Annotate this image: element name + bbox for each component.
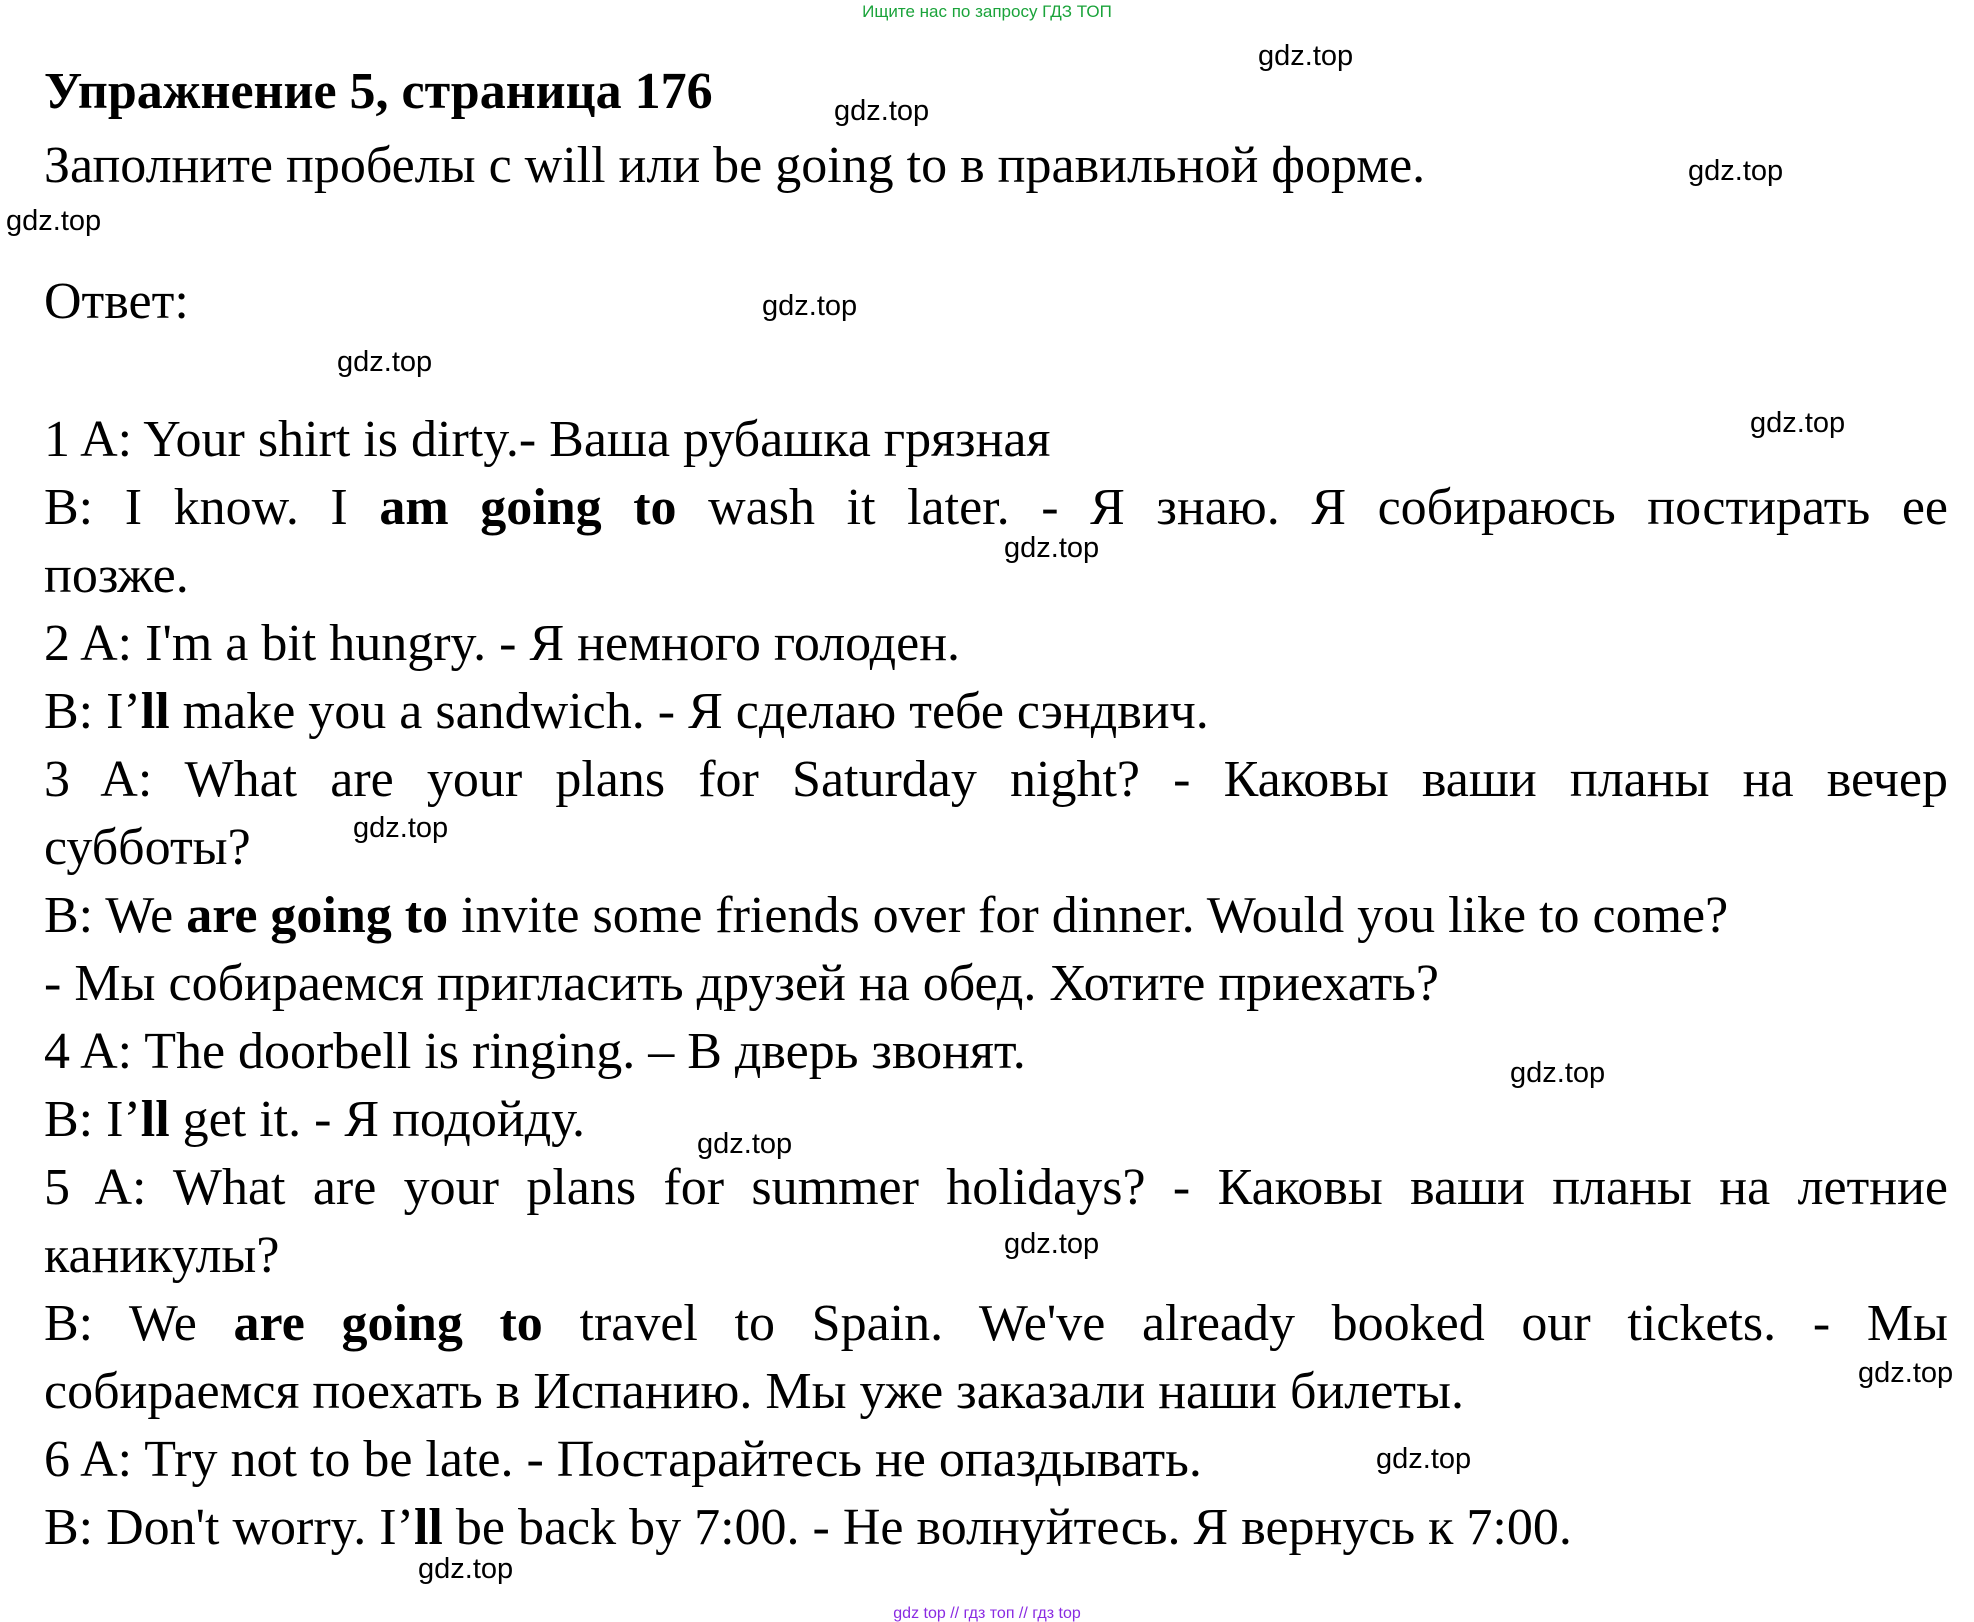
watermark: gdz.top bbox=[1258, 40, 1354, 72]
answer-line-15: собираемся поехать в Испанию. Мы уже заказали наши билеты. bbox=[44, 1363, 1464, 1420]
answer-line-2: B: I know. I am going to wash it later. - Я знаю. Я собираюсь постирать ее bbox=[44, 479, 1948, 536]
answer-line-9: - Мы собираемся пригласить друзей на обед. Хотите приехать? bbox=[44, 955, 1439, 1012]
answer-line-1: 1 A: Your shirt is dirty.- Ваша рубашка грязная bbox=[44, 411, 1051, 468]
footer-note: gdz top // гдз топ // гдз top bbox=[893, 1605, 1081, 1622]
watermark: gdz.top bbox=[337, 346, 433, 378]
answer-line-13: каникулы? bbox=[44, 1227, 280, 1284]
answer-line-16: 6 A: Try not to be late. - Постарайтесь не опаздывать. bbox=[44, 1431, 1202, 1488]
answer-line-12: 5 A: What are your plans for summer holidays? - Каковы ваши планы на летние bbox=[44, 1159, 1948, 1216]
watermark: gdz.top bbox=[697, 1128, 793, 1160]
answer-line-14: B: We are going to travel to Spain. We've already booked our tickets. - Мы bbox=[44, 1295, 1948, 1352]
watermark: gdz.top bbox=[1858, 1357, 1954, 1389]
watermark: gdz.top bbox=[1750, 407, 1846, 439]
watermark: gdz.top bbox=[6, 205, 102, 237]
answer-line-8: B: We are going to invite some friends over for dinner. Would you like to come? bbox=[44, 887, 1729, 944]
watermark: gdz.top bbox=[762, 290, 858, 322]
answer-line-6: 3 A: What are your plans for Saturday night? - Каковы ваши планы на вечер bbox=[44, 751, 1948, 808]
watermark: gdz.top bbox=[1376, 1443, 1472, 1475]
watermark: gdz.top bbox=[1004, 1228, 1100, 1260]
answer-line-5: B: I’ll make you a sandwich. - Я сделаю тебе сэндвич. bbox=[44, 683, 1209, 740]
header-note: Ищите нас по запросу ГДЗ ТОП bbox=[862, 2, 1112, 21]
answer-content bbox=[44, 406, 1948, 1562]
task-text: Заполните пробелы с will или be going to в правильной форме. bbox=[44, 137, 1426, 194]
page-title: Упражнение 5, страница 176 bbox=[44, 63, 713, 120]
watermark: gdz.top bbox=[1004, 532, 1100, 564]
answer-line-11: B: I’ll get it. - Я подойду. bbox=[44, 1091, 585, 1148]
answer-line-10: 4 A: The doorbell is ringing. – В дверь звонят. bbox=[44, 1023, 1026, 1080]
answer-line-4: 2 A: I'm a bit hungry. - Я немного голоден. bbox=[44, 615, 961, 672]
watermark: gdz.top bbox=[353, 812, 449, 844]
watermark: gdz.top bbox=[1510, 1057, 1606, 1089]
answer-line-3: позже. bbox=[44, 547, 189, 604]
watermark: gdz.top bbox=[1688, 155, 1784, 187]
answer-line-17: B: Don't worry. I’ll be back by 7:00. - Не волнуйтесь. Я вернусь к 7:00. bbox=[44, 1499, 1572, 1556]
answer-line-7: субботы? bbox=[44, 819, 251, 876]
watermark: gdz.top bbox=[834, 95, 930, 127]
watermark: gdz.top bbox=[418, 1553, 514, 1585]
answer-label: Ответ: bbox=[44, 273, 189, 330]
